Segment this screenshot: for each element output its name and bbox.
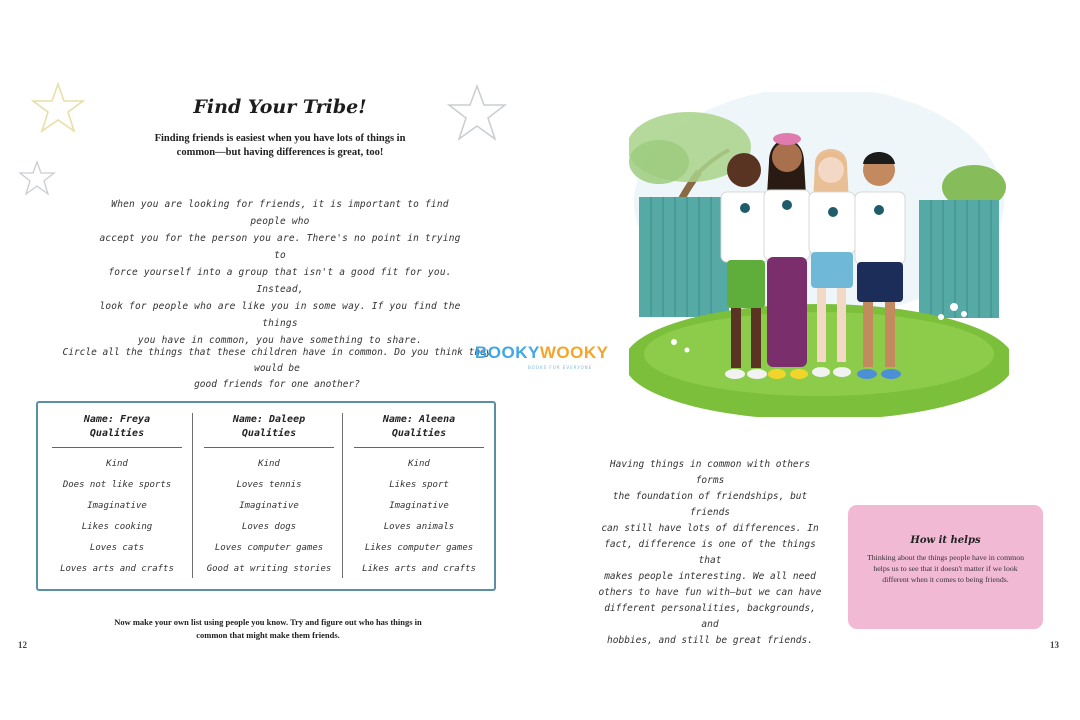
body-line: different personalities, backgrounds, and [604, 603, 816, 630]
quality-item: Likes arts and crafts [362, 564, 476, 574]
quality-item: Likes sport [389, 480, 449, 490]
prompt-line: good friends for one another? [194, 379, 360, 390]
page-number: 13 [1050, 640, 1059, 650]
watermark-subtitle: BOOKS FOR EVERYONE [528, 365, 593, 370]
quality-item: Good at writing stories [206, 564, 332, 574]
right-page [540, 0, 1080, 720]
body-line: the foundation of friendships, but friends [612, 491, 808, 518]
header-underline [204, 447, 334, 448]
child-name: Name: Daleep [232, 414, 306, 425]
qualities-label: Qualities [391, 428, 447, 439]
column-header [194, 411, 344, 443]
watermark-logo [475, 343, 608, 363]
column-header [42, 411, 192, 443]
quality-item: Loves cats [89, 543, 145, 553]
how-it-helps-box [848, 505, 1043, 629]
note-line: Now make your own list using people you know. Try and figure out who has things in [114, 617, 422, 627]
star-icon [30, 82, 86, 134]
page-number: 12 [18, 640, 27, 650]
children-illustration [629, 92, 1009, 417]
body-line: fact, difference is one of the things that [604, 539, 816, 566]
intro-line: force yourself into a group that isn't a good fit for you. Instead, [108, 267, 452, 295]
intro-line: you have in common, you have something to share. [137, 335, 423, 346]
note-line: common that might make them friends. [196, 630, 340, 640]
child-name: Name: Freya [83, 414, 151, 425]
quality-item: Likes computer games [364, 543, 474, 553]
quality-item: Imaginative [389, 501, 449, 511]
intro-line: accept you for the person you are. There's no point in trying to [99, 233, 461, 261]
quality-item: Imaginative [87, 501, 147, 511]
quality-item: Loves tennis [236, 480, 302, 490]
qualities-label: Qualities [241, 428, 297, 439]
freya-column [42, 411, 192, 583]
body-line: can still have lots of differences. In [601, 523, 819, 534]
quality-item: Kind [258, 459, 280, 469]
star-icon [18, 160, 56, 196]
star-icon [446, 84, 508, 142]
quality-item: Imaginative [239, 501, 299, 511]
daleep-column [194, 411, 344, 583]
column-divider [192, 413, 193, 578]
prompt-line: Circle all the things that these children have in common. Do you think they would be [62, 347, 492, 374]
watermark-part: BOOKY [475, 343, 540, 362]
quality-item: Likes cooking [81, 522, 153, 532]
help-box-body: Thinking about the things people have in common helps us to see that it doesn't matter if we look different when it comes to being friends. [867, 553, 1024, 584]
right-body-paragraph [595, 457, 825, 649]
intro-line: look for people who are like you in some way. If you find the things [99, 301, 461, 329]
quality-item: Loves dogs [241, 522, 297, 532]
subtitle-line: common—but having differences is great, too! [176, 147, 384, 158]
quality-item: Loves animals [383, 522, 455, 532]
intro-paragraph [92, 196, 468, 349]
body-line: others to have fun with—but we can have [598, 587, 822, 598]
bottom-note [68, 616, 468, 642]
qualities-label: Qualities [89, 428, 145, 439]
quality-item: Loves arts and crafts [60, 564, 174, 574]
column-header [344, 411, 494, 443]
header-underline [354, 447, 484, 448]
quality-item: Does not like sports [62, 480, 172, 490]
body-line: Having things in common with others forms [609, 459, 811, 486]
body-line: hobbies, and still be great friends. [607, 635, 813, 646]
watermark-part: WOOKY [539, 343, 609, 362]
quality-item: Kind [408, 459, 430, 469]
page-title: Find Your Tribe! [193, 96, 367, 118]
intro-line: When you are looking for friends, it is important to find people who [111, 199, 449, 227]
circle-prompt [52, 345, 502, 393]
help-box-title: How it helps [910, 535, 981, 546]
qualities-table [36, 401, 496, 591]
quality-item: Loves computer games [214, 543, 324, 553]
aleena-column [344, 411, 494, 583]
subtitle-line: Finding friends is easiest when you have lots of things in [154, 133, 406, 144]
body-line: makes people interesting. We all need [604, 571, 816, 582]
header-underline [52, 447, 182, 448]
quality-item: Kind [106, 459, 128, 469]
child-name: Name: Aleena [382, 414, 456, 425]
page-subtitle [120, 132, 440, 160]
